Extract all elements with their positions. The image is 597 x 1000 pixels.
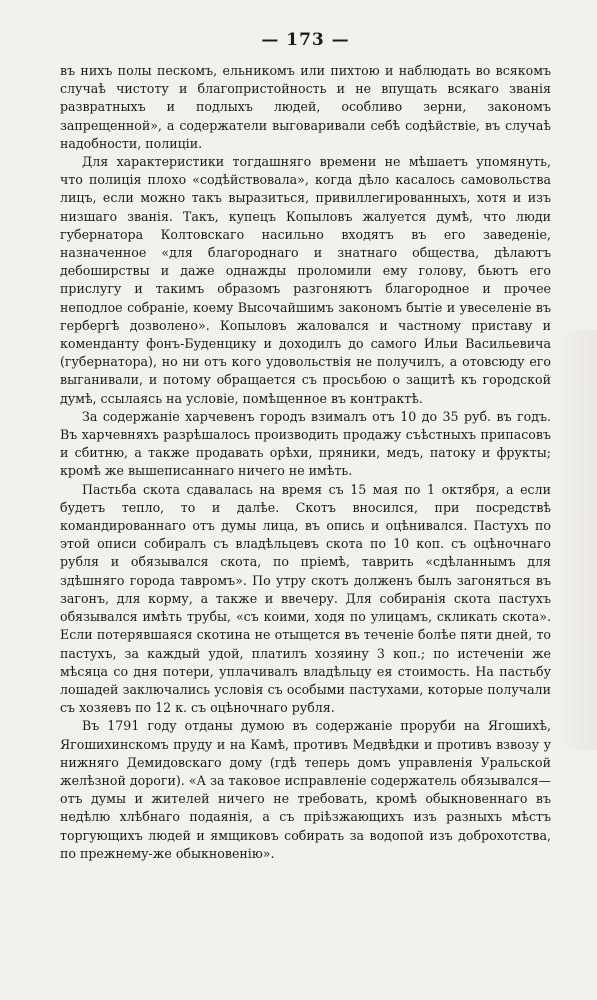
paragraph-4: Пастьба скота сдавалась на время съ 15 мая по 1 октября, а если будетъ тепло, то и далѣе. Скотъ вносился, при посредствѣ командированнаго отъ думы лица, въ опись и оцѣнивался. Пастухъ по этой описи собиралъ съ владѣльцевъ скота по 10 коп. съ оцѣночнаго рубля и обязывался скота, по пріемѣ, таврить «сдѣланнымъ для здѣшняго города тавромъ». По утру скотъ долженъ былъ загоняться въ загонъ, для корму, а также и ввечеру. Для собиранія скота пастухъ обязывался имѣть трубы, «съ коими, ходя по улицамъ, скликать скота». Если потерявшаяся скотина не отыщется въ теченіе болѣе пяти дней, то пастухъ, за каждый удой, платилъ хозяину 3 коп.; по истеченіи же мѣсяца со дня потери, уплачивалъ владѣльцу ея стоимость. На пастьбу лошадей заключались условія съ особыми пастухами, которые получали съ хозяевъ по 12 к. съ оцѣночнаго рубля. — [60, 481, 551, 716]
paragraph-2: Для характеристики тогдашняго времени не мѣшаетъ упомянуть, что полиція плохо «содѣйствовала», когда дѣло касалось самовольства лицъ, если можно такъ выразиться, привиллегированныхъ, хотя и изъ низшаго званія. Такъ, купецъ Копыловъ жалуется думѣ, что люди губернатора Колтовскаго насильно входятъ въ его заведеніе, назначенное «для благороднаго и знатнаго общества, дѣлаютъ дебоширствы и даже однажды проломили ему голову, бьютъ его прислугу и такимъ образомъ разгоняютъ благородное и прочее неподлое собраніе, коему Высочайшимъ закономъ бытіе и увеселеніе въ гербергѣ дозволено». Копыловъ жаловался и частному приставу и коменданту фонъ-Буденцику и доходилъ до самого Ильи Васильевича (губернатора), но ни отъ кого удовольствія не получилъ, а отовсюду его выганивали, и потому обращается съ просьбою о защитѣ къ городской думѣ, ссылаясь на условіе, помѣщенное въ контрактѣ. — [60, 154, 551, 406]
body-text — [60, 62, 551, 863]
paragraph-3: За содержаніе харчевенъ городъ взималъ отъ 10 до 35 руб. въ годъ. Въ харчевняхъ разрѣшалось производить продажу съѣстныхъ припасовъ и сбитню, а также продавать орѣхи, пряники, медъ, патоку и фрукты; кромѣ же вышеписаннаго ничего не имѣть. — [60, 408, 551, 479]
paragraph-5: Въ 1791 году отданы думою въ содержаніе проруби на Ягошихѣ, Ягошихинскомъ пруду и на Камѣ, противъ Медвѣдки и противъ взвозу у нижняго Демидовскаго дому (гдѣ теперь домъ управленія Уральской желѣзной дороги). «А за таковое исправленіе содержатель обязывался—отъ думы и жителей ничего не требовать, кромѣ обыкновеннаго въ недѣлю хлѣбнаго подаянія, а съ пріѣзжающихъ изъ разныхъ мѣстъ торгующихъ людей и ямщиковъ собирать за водопой изъ доброхотства, по прежнему-же обыкновенію». — [60, 718, 551, 861]
paragraph-1: въ нихъ полы пескомъ, ельникомъ или пихтою и наблюдать во всякомъ случаѣ чистоту и благопристойность и не впущать всякаго званія развратныхъ и подлыхъ людей, особливо зерни, закономъ запрещенной», а содержатели выговаривали себѣ содѣйствіе, въ случаѣ надобности, полиціи. — [60, 63, 551, 151]
page-number: — 173 — — [261, 30, 350, 50]
show-through-shadow — [557, 330, 597, 750]
